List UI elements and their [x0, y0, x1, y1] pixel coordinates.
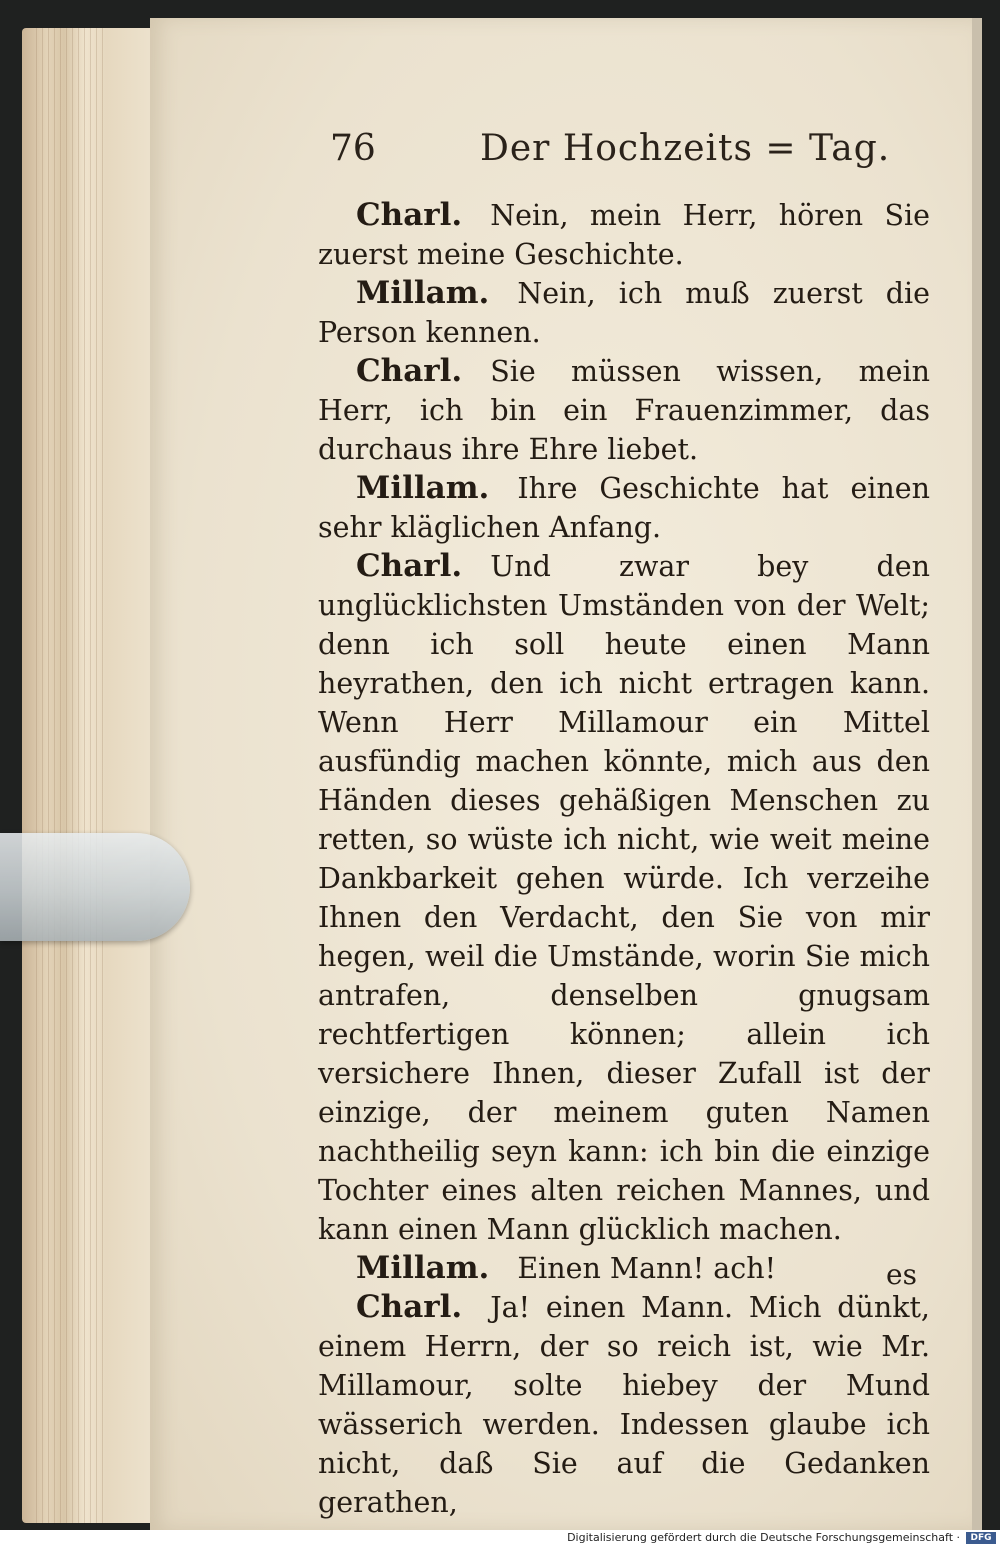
funding-credit: Digitalisierung gefördert durch die Deutsche Forschungsgemeinschaft ·: [567, 1531, 960, 1544]
page-number: 76: [330, 128, 376, 169]
dfg-logo: DFG: [966, 1532, 996, 1544]
running-head: [330, 128, 930, 172]
speech-text: Sie müssen wissen, mein Herr, ich bin ein Frauenzimmer, das durchaus ihre Ehre liebet.: [318, 355, 930, 466]
speaker-name: Charl.: [356, 353, 463, 389]
speech-text: Ihre Geschichte hat einen sehr kläglichen Anfang.: [318, 472, 930, 544]
speech: [318, 196, 930, 274]
book-page-edges: [22, 28, 162, 1523]
speech-text: Nein, mein Herr, hören Sie zuerst meine Geschichte.: [318, 199, 930, 271]
running-title: Der Hochzeits = Tag.: [480, 128, 891, 169]
speech: [318, 352, 930, 469]
main-text: [318, 196, 930, 1522]
digitization-footer: [0, 1530, 1000, 1547]
speaker-name: Charl.: [356, 548, 463, 584]
speaker-name: Millam.: [356, 275, 490, 311]
catchword: es: [886, 1258, 917, 1291]
speaker-name: Charl.: [356, 197, 463, 233]
speech: [318, 274, 930, 352]
speech-text: Und zwar bey den unglücklichsten Umständen von der Welt; denn ich soll heute einen Mann heyrathen, den ich nicht ertragen kann. Wenn Herr Millamour ein Mittel ausfündig machen könnte, mich aus den Händen dieses gehäßigen Menschen zu retten, so wüste ich nicht, wie weit meine Dankbarkeit gehen würde. Ich verzeihe Ihnen den Verdacht, den Sie von mir hegen, weil die Umstände, worin Sie mich antrafen, denselben gnugsam rechtfertigen können; allein ich versichere Ihnen, dieser Zufall ist der einzige, der meinem guten Namen nachtheilig seyn kann: ich bin die einzige Tochter eines alten reichen Mannes, und kann einen Mann glücklich machen.: [318, 550, 930, 1246]
speech: [318, 547, 930, 1249]
speech: [318, 469, 930, 547]
speaker-name: Millam.: [356, 470, 490, 506]
speech-text: Ja! einen Mann. Mich dünkt, einem Herrn, der so reich ist, wie Mr. Millamour, solte hiebey der Mund wässerich werden. Indessen glaube ich nicht, daß Sie auf die Gedanken gerathen,: [318, 1291, 930, 1519]
speaker-name: Millam.: [356, 1250, 490, 1286]
page-gutter-edge: [972, 18, 982, 1530]
speaker-name: Charl.: [356, 1289, 463, 1325]
speech-text: Einen Mann! ach!: [517, 1252, 777, 1285]
speech: [318, 1249, 930, 1288]
speech: [318, 1288, 930, 1522]
page-clip-holder: [0, 833, 190, 941]
speech-text: Nein, ich muß zuerst die Person kennen.: [318, 277, 930, 349]
